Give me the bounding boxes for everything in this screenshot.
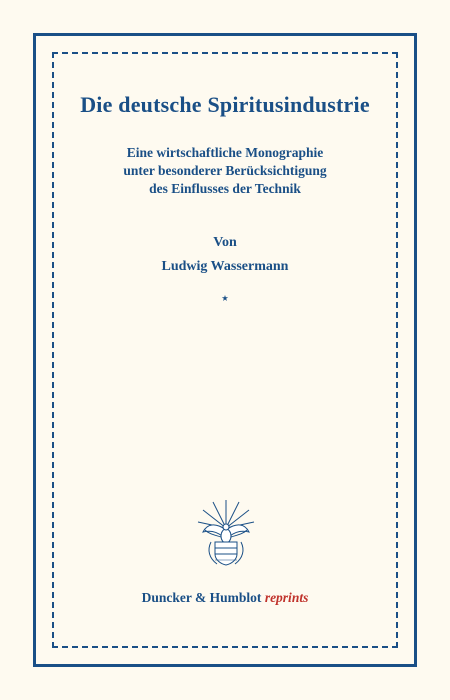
- publisher-name: Duncker & Humblot: [141, 590, 262, 605]
- subtitle-line-1: Eine wirtschaftliche Monographie: [126, 145, 324, 160]
- subtitle-line-2: unter besonderer Berücksichtigung: [123, 163, 327, 178]
- author-name: Ludwig Wassermann: [161, 259, 289, 274]
- by-label: Von: [213, 235, 237, 250]
- eagle-seal-icon: [195, 498, 257, 568]
- publisher-line: [0, 590, 450, 606]
- star-ornament-icon: ⭑: [221, 290, 229, 305]
- subtitle-line-3: des Einflusses der Technik: [149, 181, 301, 196]
- book-title: Die deutsche Spiritusindustrie: [80, 92, 370, 117]
- imprint-label: reprints: [264, 590, 309, 605]
